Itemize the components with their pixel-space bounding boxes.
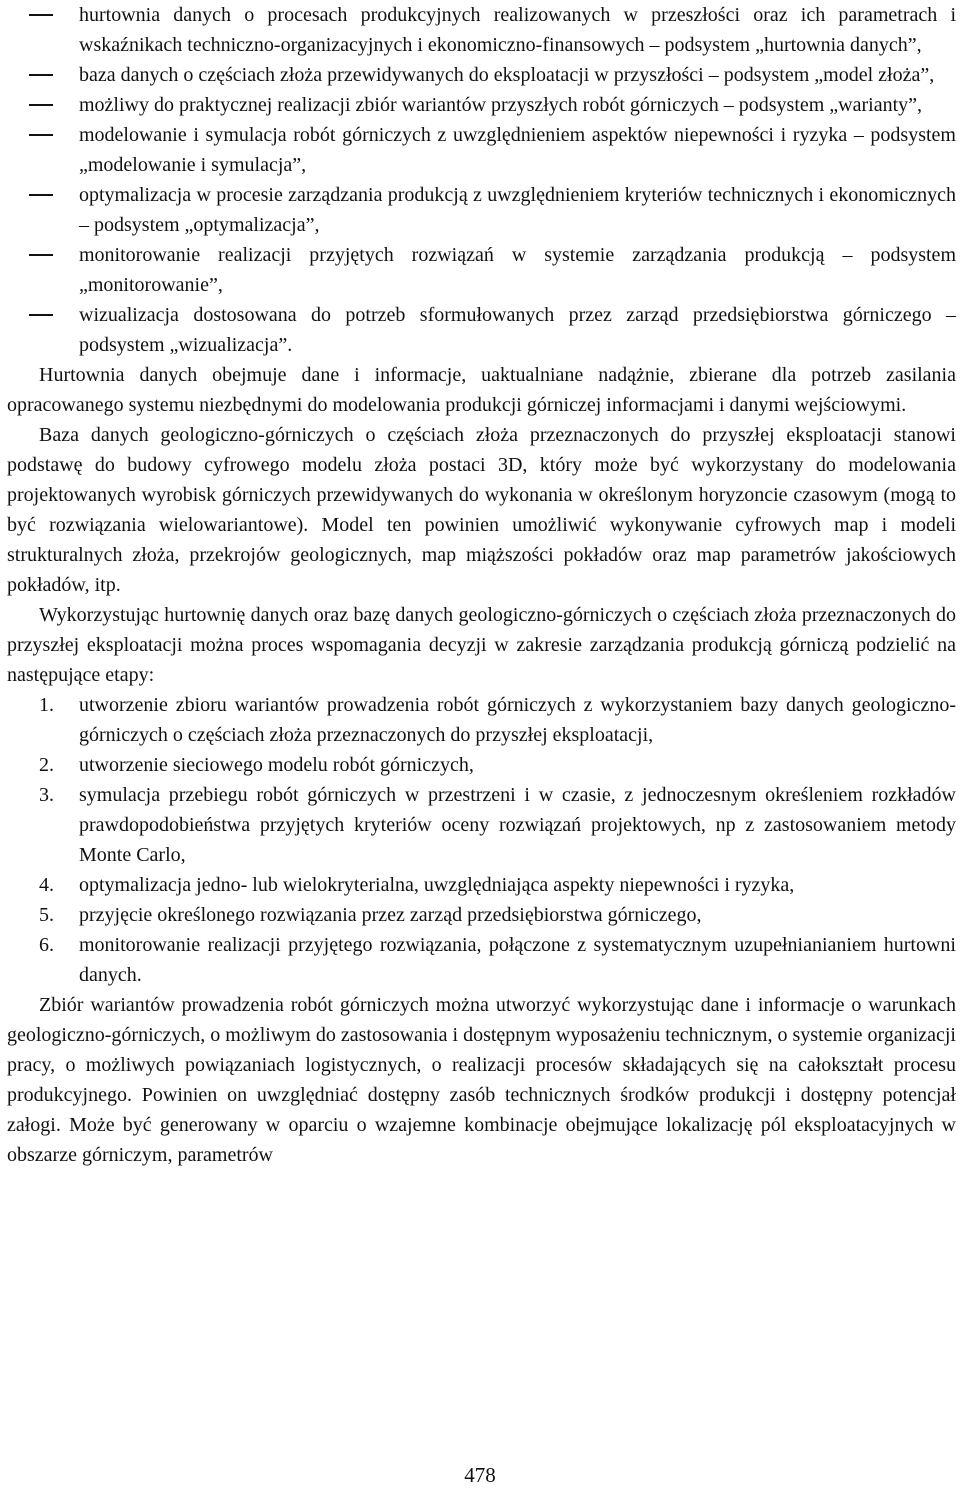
list-item-text: utworzenie sieciowego modelu robót górniczych, [79, 754, 474, 776]
list-number: 5. [39, 904, 54, 926]
list-item-text: optymalizacja jedno- lub wielokryterialna, uwzględniająca aspekty niepewności i ryzyka, [79, 874, 795, 896]
paragraph-data-warehouse: Hurtownia danych obejmuje dane i informacje, uaktualniane nadążnie, zbierane dla potrzeb zasilania opracowanego systemu niezbędnymi do modelowania produkcji górniczej informacjami i danymi wejściowymi. [7, 364, 956, 416]
numbered-list-item [7, 690, 956, 750]
list-item-text: monitorowanie realizacji przyjętego rozwiązania, połączone z systematycznym uzupełnianianiem hurtowni danych. [79, 934, 956, 986]
paragraph-variants-set: Zbiór wariantów prowadzenia robót górniczych można utworzyć wykorzystując dane i informacje o warunkach geologiczno-górniczych, o możliwym do zastosowania i dostępnym wyposażeniu technicznym, o systemie organizacji pracy, o możliwych powiązaniach logistycznych, o realizacji procesów składających się na całokształt procesu produkcyjnego. Powinien on uwzględniać dostępny zasób technicznych środków produkcji i dostępny potencjał załogi. Może być generowany w oparciu o wzajemne kombinacje obejmujące lokalizację pól eksploatacyjnych w obszarze górniczym, parametrów [7, 994, 956, 1166]
paragraph-decision-process: Wykorzystując hurtownię danych oraz bazę danych geologiczno-górniczych o częściach złoża przeznaczonych do przyszłej eksploatacji można proces wspomagania decyzji w zakresie zarządzania produkcją górniczą podzielić na następujące etapy: [7, 604, 956, 686]
list-item-text: przyjęcie określonego rozwiązania przez zarząd przedsiębiorstwa górniczego, [79, 904, 702, 926]
list-number: 2. [39, 754, 54, 776]
numbered-list-item [7, 930, 956, 990]
stages-numbered-list [7, 690, 956, 990]
list-number: 3. [39, 784, 54, 806]
subsystem-dash-list [7, 0, 956, 360]
list-number: 6. [39, 934, 54, 956]
numbered-list-item [7, 780, 956, 870]
document-page [7, 0, 956, 1170]
numbered-list-item [7, 750, 956, 780]
dash-list-item: możliwy do praktycznej realizacji zbiór wariantów przyszłych robót górniczych – podsystem „warianty”, [7, 90, 956, 120]
list-number: 1. [39, 694, 54, 716]
dash-list-item: hurtownia danych o procesach produkcyjnych realizowanych w przeszłości oraz ich parametrach i wskaźnikach techniczno-organizacyjnych i ekonomiczno-finansowych – podsystem „hurtownia danych”, [7, 0, 956, 60]
dash-list-item: monitorowanie realizacji przyjętych rozwiązań w systemie zarządzania produkcją – podsystem „monitorowanie”, [7, 240, 956, 300]
page-number: 478 [464, 1463, 496, 1487]
dash-list-item: modelowanie i symulacja robót górniczych z uwzględnieniem aspektów niepewności i ryzyka – podsystem „modelowanie i symulacja”, [7, 120, 956, 180]
list-item-text: symulacja przebiegu robót górniczych w przestrzeni i w czasie, z jednoczesnym określeniem rozkładów prawdopodobieństwa przyjętych kryteriów oceny rozwiązań projektowych, np z zastosowaniem metody Monte Carlo, [79, 784, 956, 866]
dash-list-item: baza danych o częściach złoża przewidywanych do eksploatacji w przyszłości – podsystem „model złoża”, [7, 60, 956, 90]
dash-list-item: optymalizacja w procesie zarządzania produkcją z uwzględnieniem kryteriów technicznych i ekonomicznych – podsystem „optymalizacja”, [7, 180, 956, 240]
numbered-list-item [7, 870, 956, 900]
list-number: 4. [39, 874, 54, 896]
list-item-text: utworzenie zbioru wariantów prowadzenia robót górniczych z wykorzystaniem bazy danych geologiczno-górniczych o częściach złoża przeznaczonych do przyszłej eksploatacji, [79, 694, 956, 746]
dash-list-item: wizualizacja dostosowana do potrzeb sformułowanych przez zarząd przedsiębiorstwa górniczego – podsystem „wizualizacja”. [7, 300, 956, 360]
numbered-list-item [7, 900, 956, 930]
paragraph-geological-database: Baza danych geologiczno-górniczych o częściach złoża przeznaczonych do przyszłej eksploatacji stanowi podstawę do budowy cyfrowego modelu złoża postaci 3D, który może być wykorzystany do modelowania projektowanych wyrobisk górniczych przewidywanych do wykonania w określonym horyzoncie czasowym (mogą to być rozwiązania wielowariantowe). Model ten powinien umożliwić wykonywanie cyfrowych map i modeli strukturalnych złoża, przekrojów geologicznych, map miąższości pokładów oraz map parametrów jakościowych pokładów, itp. [7, 424, 956, 596]
